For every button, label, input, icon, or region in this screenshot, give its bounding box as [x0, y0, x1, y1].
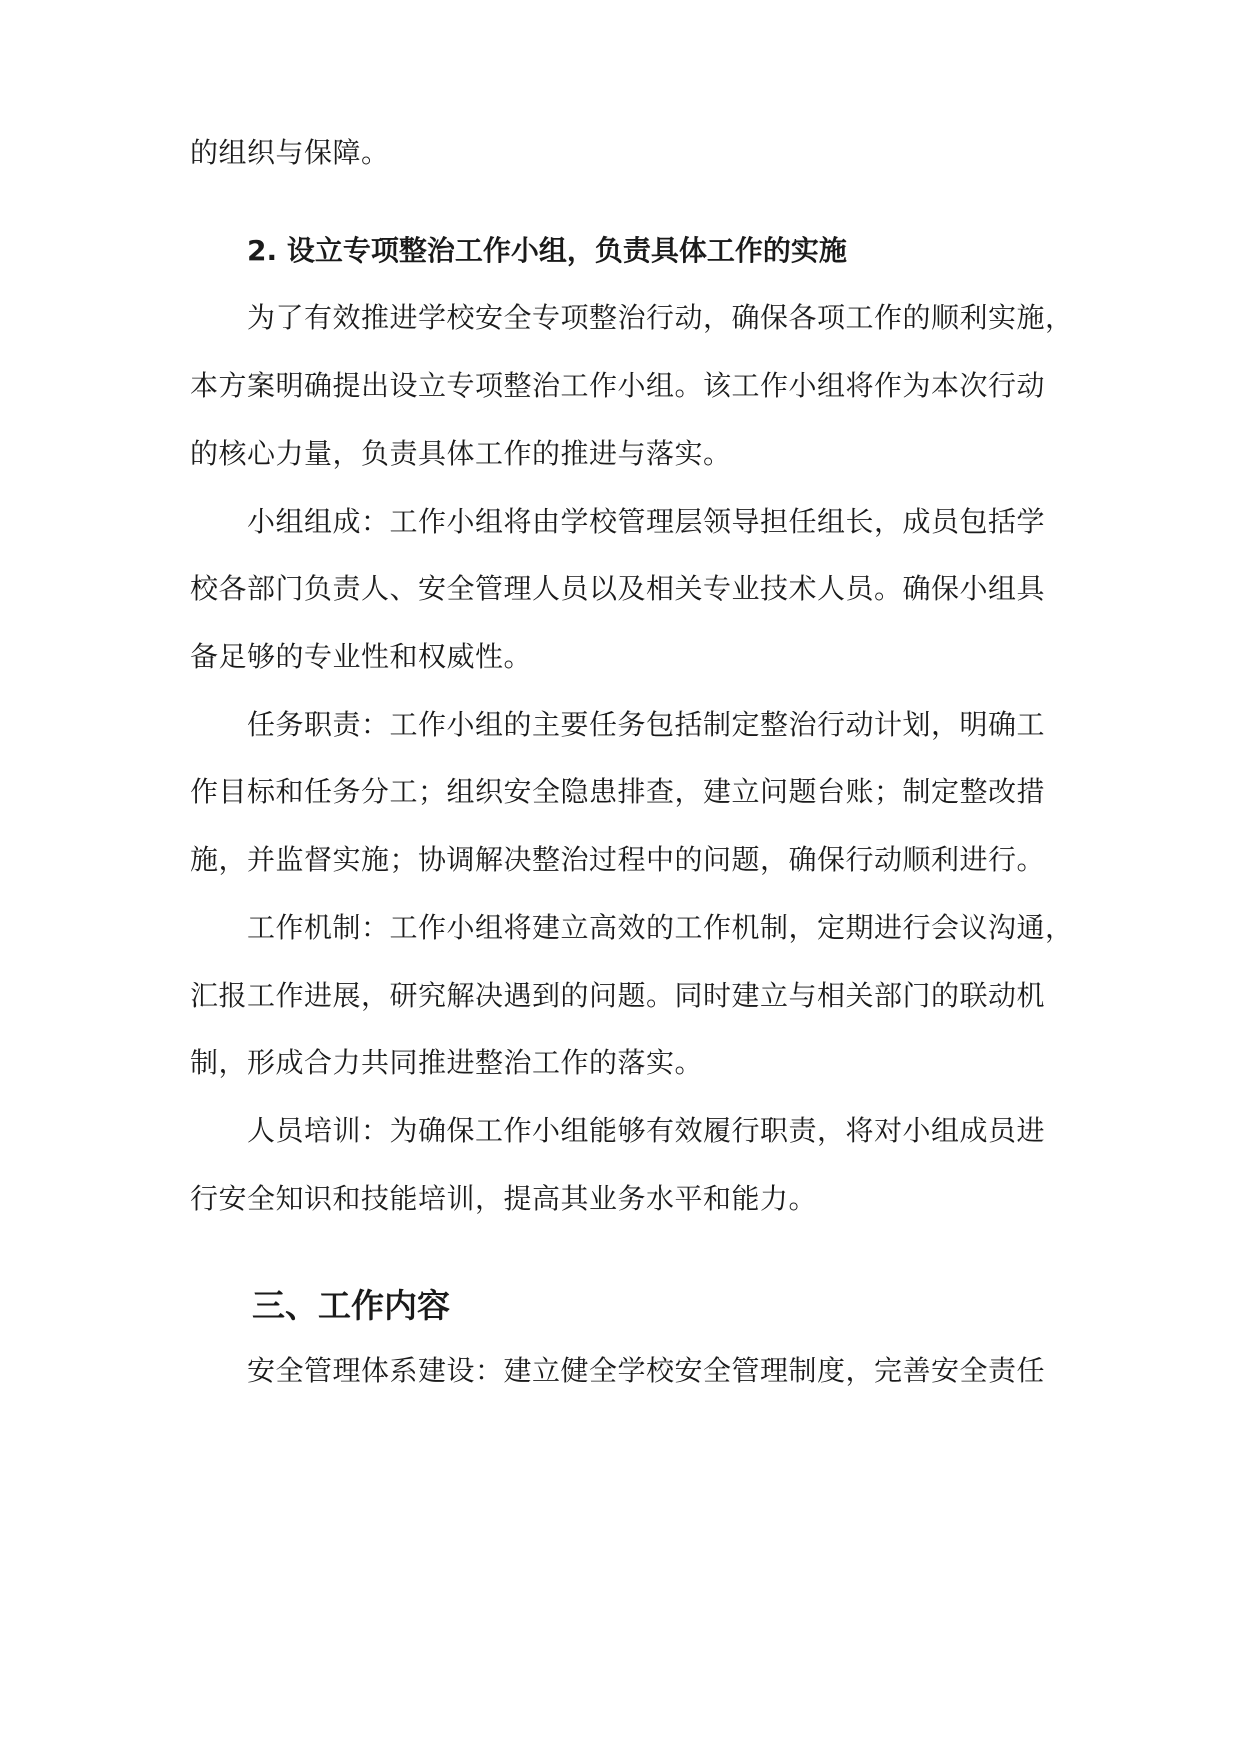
paragraph-line: 制，形成合力共同推进整治工作的落实。 [190, 1046, 704, 1079]
paragraph-line: 的核心力量，负责具体工作的推进与落实。 [190, 437, 732, 470]
paragraph-line: 安全管理体系建设：建立健全学校安全管理制度，完善安全责任 [247, 1354, 1046, 1387]
paragraph-line: 校各部门负责人、安全管理人员以及相关专业技术人员。确保小组具 [190, 572, 1046, 605]
paragraph-line: 人员培训：为确保工作小组能够有效履行职责，将对小组成员进 [247, 1114, 1046, 1147]
paragraph-line: 小组组成：工作小组将由学校管理层领导担任组长，成员包括学 [247, 505, 1046, 538]
paragraph-line: 汇报工作进展，研究解决遇到的问题。同时建立与相关部门的联动机 [190, 979, 1046, 1012]
paragraph-line: 备足够的专业性和权威性。 [190, 640, 533, 673]
paragraph-line: 任务职责：工作小组的主要任务包括制定整治行动计划，明确工 [247, 708, 1046, 741]
section-subheading: 2. 设立专项整治工作小组，负责具体工作的实施 [247, 234, 847, 267]
paragraph-line: 为了有效推进学校安全专项整治行动，确保各项工作的顺利实施， [247, 301, 1074, 334]
paragraph-line: 作目标和任务分工；组织安全隐患排查，建立问题台账；制定整改措 [190, 775, 1046, 808]
paragraph-line: 本方案明确提出设立专项整治工作小组。该工作小组将作为本次行动 [190, 369, 1046, 402]
section-heading: 三、工作内容 [252, 1286, 450, 1325]
paragraph-line: 工作机制：工作小组将建立高效的工作机制，定期进行会议沟通， [247, 911, 1074, 944]
paragraph-line: 行安全知识和技能培训，提高其业务水平和能力。 [190, 1182, 818, 1215]
paragraph-line: 施，并监督实施；协调解决整治过程中的问题，确保行动顺利进行。 [190, 843, 1046, 876]
paragraph-line: 的组织与保障。 [190, 136, 390, 169]
